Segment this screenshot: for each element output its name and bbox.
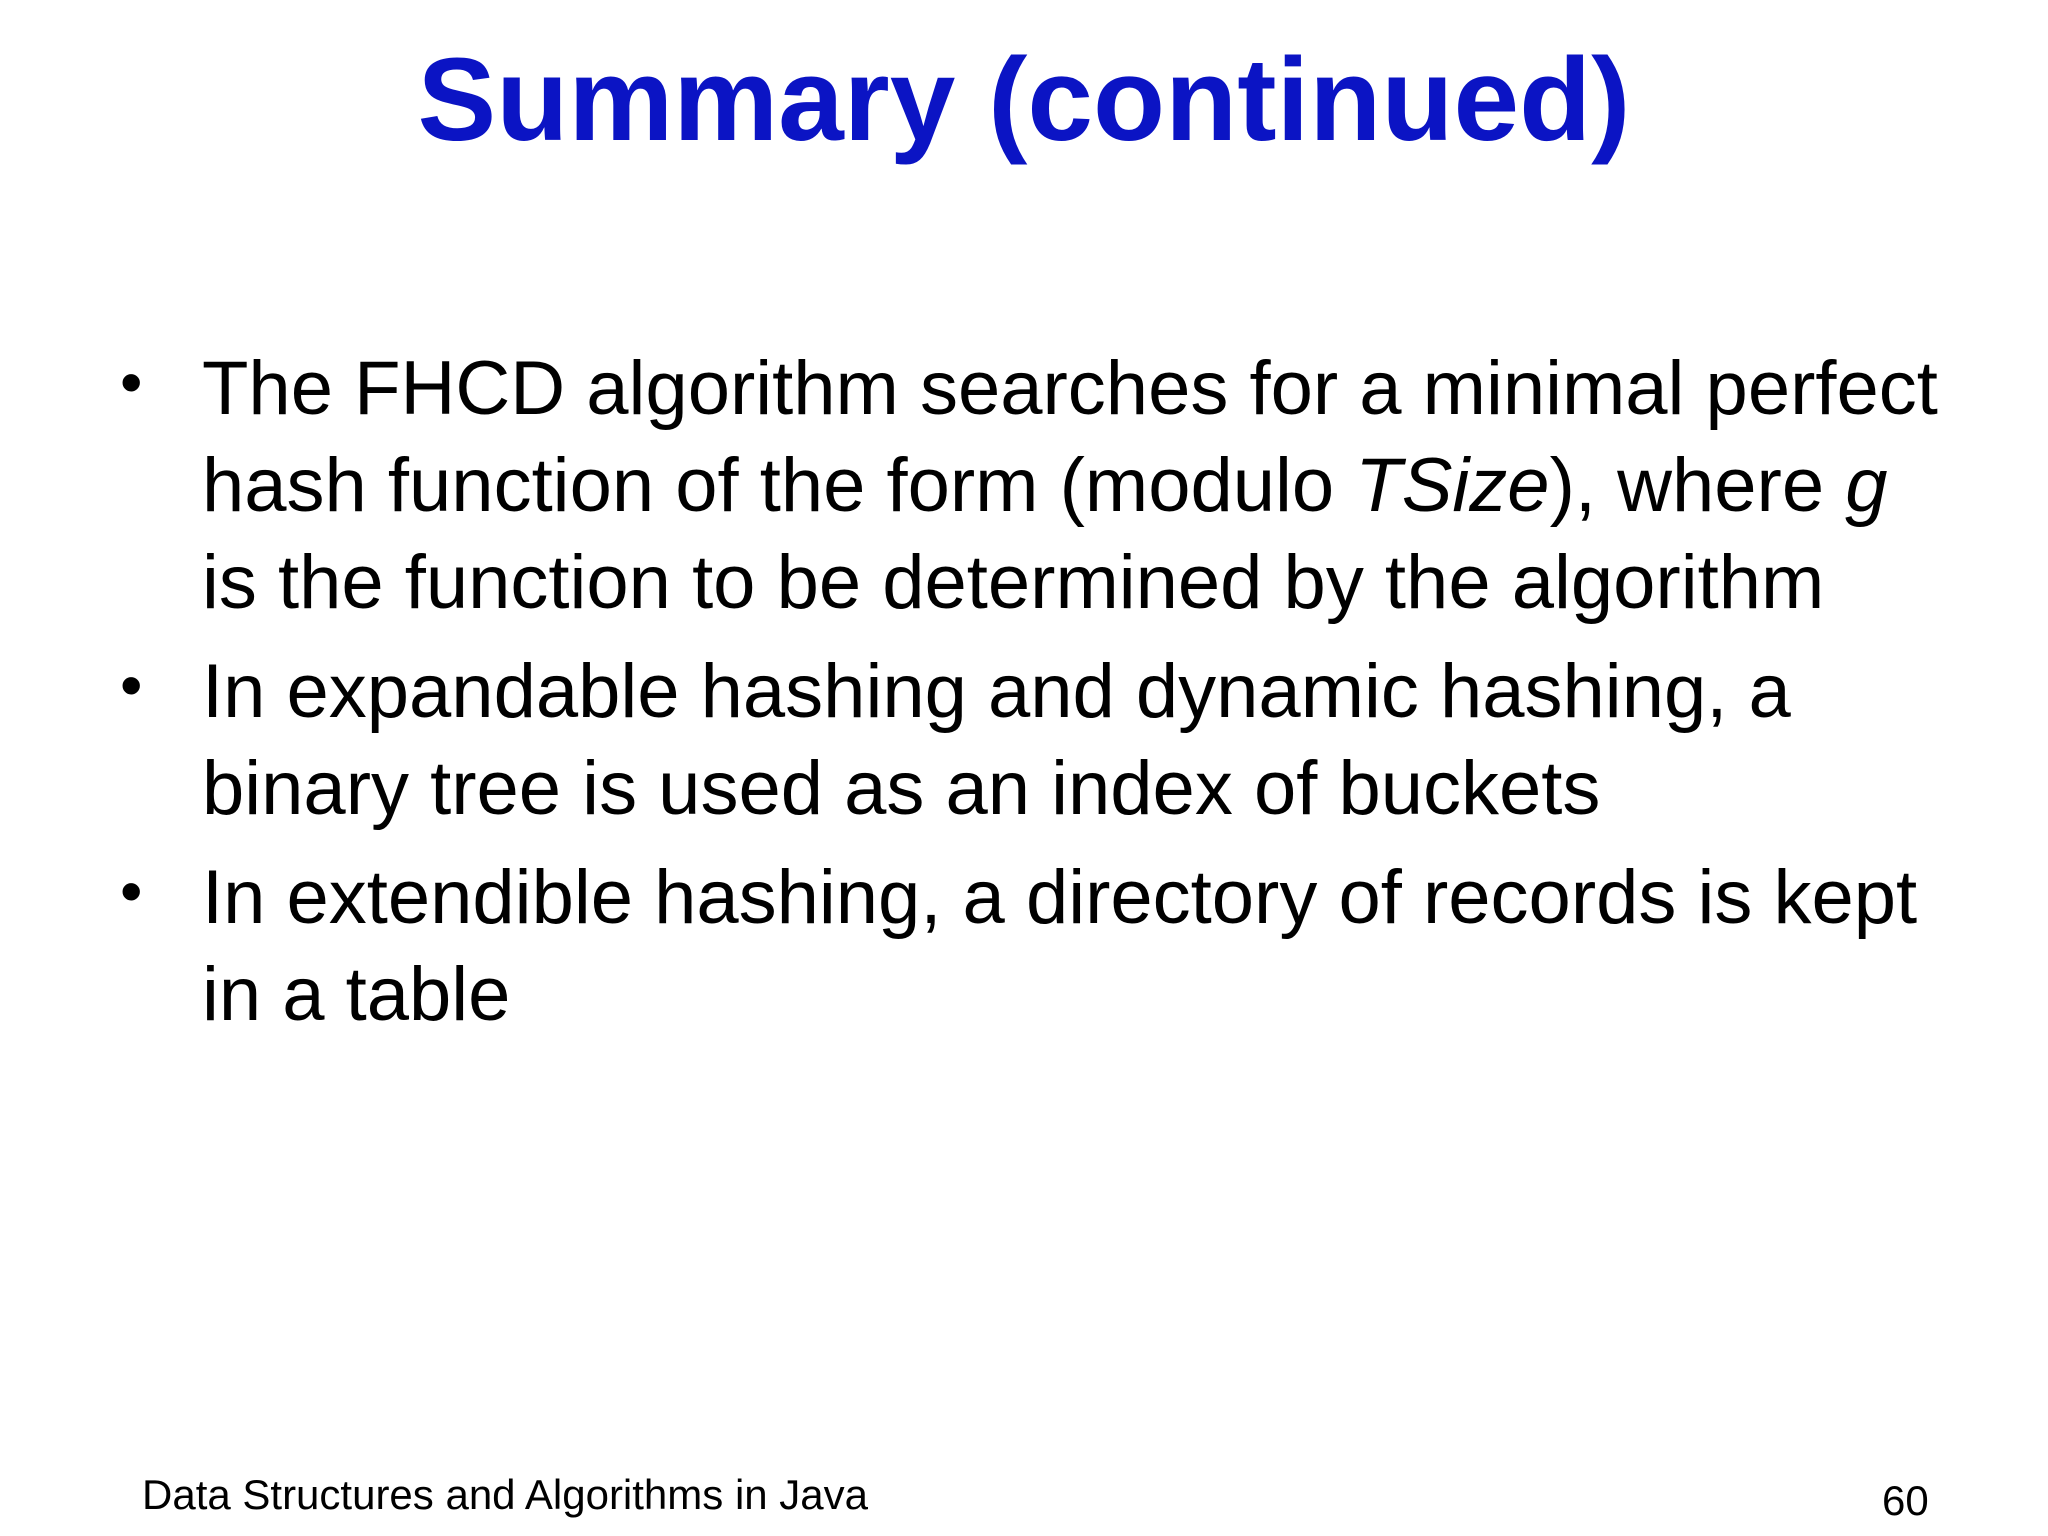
bullet-marker: •	[120, 346, 143, 418]
bullet-italic-term: g	[1845, 443, 1888, 528]
bullet-text-part: ), where	[1549, 443, 1846, 528]
bullet-item	[120, 340, 1940, 631]
footer-page-number: 60	[1882, 1477, 1929, 1524]
bullet-text: In expandable hashing and dynamic hashing, a binary tree is used as an index of buckets	[202, 649, 1791, 831]
bullet-item	[120, 849, 1940, 1043]
footer-book-title: Data Structures and Algorithms in Java	[142, 1471, 869, 1518]
bullet-list	[120, 340, 1940, 1055]
bullet-text-part: The FHCD algorithm searches for a minimal perfect hash function of the form (modulo	[202, 346, 1938, 528]
bullet-text: In extendible hashing, a directory of records is kept in a table	[202, 855, 1918, 1037]
bullet-italic-term: TSize	[1355, 443, 1550, 528]
bullet-item	[120, 643, 1940, 837]
bullet-text-part: is the function to be determined by the algorithm	[202, 540, 1825, 625]
bullet-marker: •	[120, 855, 143, 927]
bullet-marker: •	[120, 649, 143, 721]
slide-title: Summary (continued)	[417, 34, 1631, 166]
